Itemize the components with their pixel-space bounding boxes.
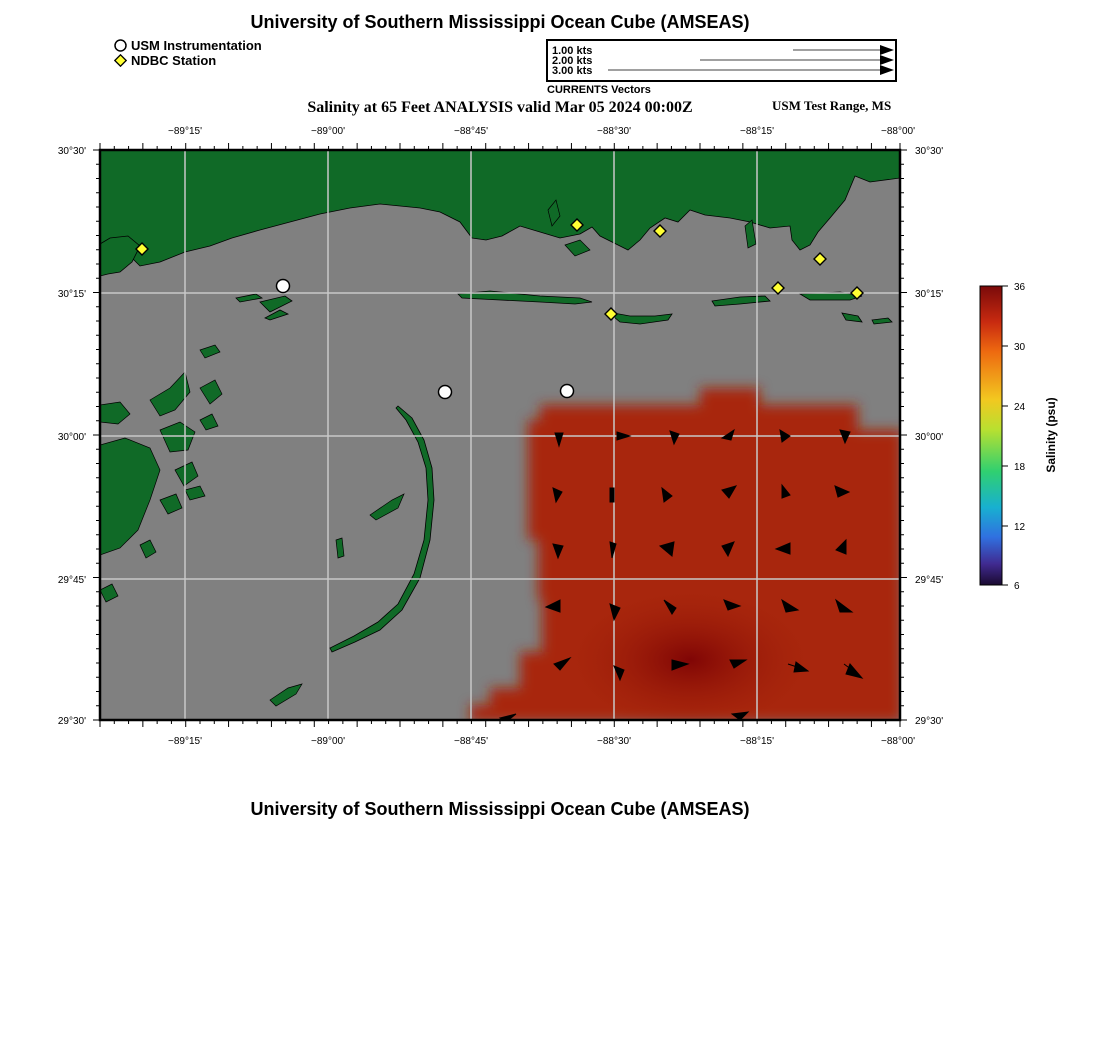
usm-instrument [439, 386, 452, 399]
colorbar-tick: 18 [1014, 462, 1026, 473]
lat-labels-right [915, 146, 943, 727]
lon-label: −88°00' [881, 736, 915, 747]
colorbar-tick: 24 [1014, 402, 1026, 413]
lon-label: −88°45' [454, 736, 488, 747]
lat-label: 30°30' [57, 146, 86, 157]
lat-label: 30°15' [915, 289, 944, 300]
legend-ndbc-label: NDBC Station [131, 53, 217, 68]
lat-label: 30°30' [915, 146, 944, 157]
lat-label: 29°45' [57, 575, 86, 586]
lon-label: −88°30' [597, 736, 631, 747]
salinity-colorbar [970, 275, 1080, 600]
range-label: USM Test Range, MS [772, 98, 892, 113]
colorbar-label: Salinity (psu) [1044, 397, 1058, 473]
colorbar-gradient [980, 286, 1002, 585]
lon-label: −89°15' [168, 736, 202, 747]
lon-label: −89°15' [168, 126, 202, 137]
colorbar-tick: 30 [1014, 342, 1026, 353]
usm-instrument [277, 280, 290, 293]
lon-label: −88°45' [454, 126, 488, 137]
colorbar-tick: 36 [1014, 282, 1026, 293]
map-title: Salinity at 65 Feet ANALYSIS valid Mar 05 2024 00:00Z [307, 99, 693, 116]
vector-scale-label-3: 3.00 kts [552, 65, 593, 77]
lon-label: −88°00' [881, 126, 915, 137]
lon-labels-bottom [168, 736, 915, 747]
lon-label: −89°00' [311, 736, 345, 747]
lat-labels-left [58, 146, 86, 727]
lat-label: 29°45' [915, 575, 944, 586]
lat-label: 30°15' [57, 289, 86, 300]
vector-scale-caption: CURRENTS Vectors [547, 84, 651, 96]
vector-scale-label-2: 2.00 kts [552, 55, 593, 67]
salinity-core [570, 590, 810, 730]
lon-label: −89°00' [311, 126, 345, 137]
lon-label: −88°30' [597, 126, 631, 137]
footer-title: University of Southern Mississippi Ocean Cube (AMSEAS) [250, 799, 750, 819]
colorbar-tick: 6 [1014, 581, 1020, 592]
lat-label: 29°30' [57, 716, 86, 727]
lat-label: 30°00' [57, 432, 86, 443]
lon-labels-top [168, 126, 915, 137]
page-title: University of Southern Mississippi Ocean Cube (AMSEAS) [250, 12, 750, 32]
colorbar-tick: 12 [1014, 522, 1026, 533]
usm-instrument [561, 385, 574, 398]
lat-label: 30°00' [915, 432, 944, 443]
lon-label: −88°15' [740, 126, 774, 137]
vector-scale-label-1: 1.00 kts [552, 45, 593, 57]
current-vector [610, 488, 614, 502]
lon-label: −88°15' [740, 736, 774, 747]
lat-label: 29°30' [915, 716, 944, 727]
legend-usm-label: USM Instrumentation [131, 38, 262, 53]
